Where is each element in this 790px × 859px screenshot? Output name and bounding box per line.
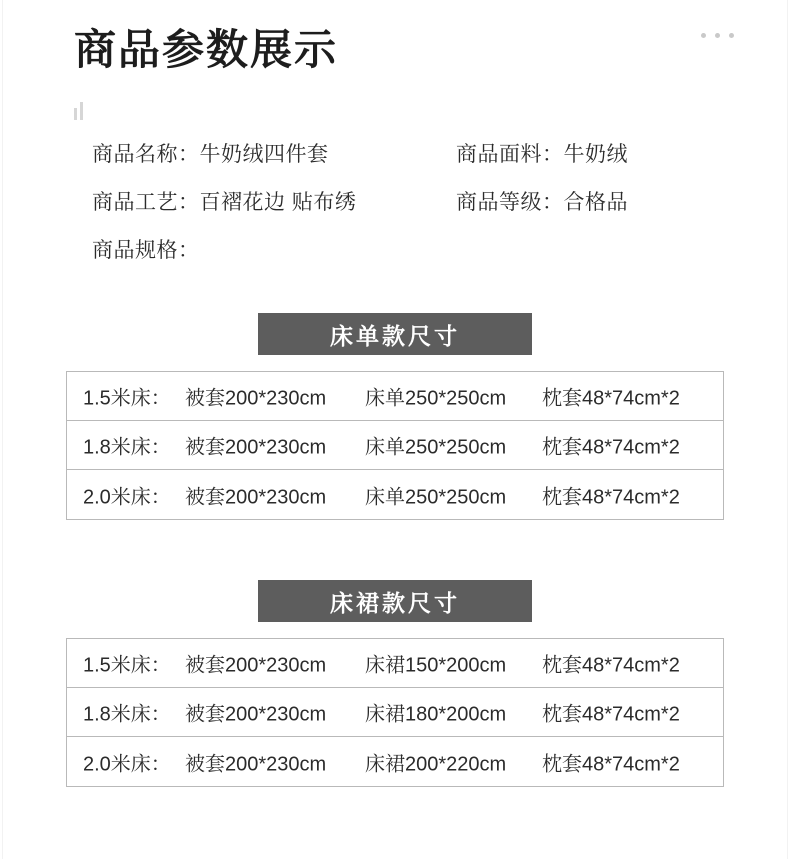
cell-pillowcase: 枕套48*74cm*2: [542, 703, 680, 726]
page-edge-line-left: [2, 0, 3, 859]
dot-2: [715, 33, 720, 38]
cell-bed-skirt: 床裙200*220cm: [365, 753, 507, 775]
page-header: [0, 0, 790, 120]
spec-table-bed-sheet: [66, 371, 724, 520]
info-product-spec: 商品规格：: [92, 239, 200, 262]
cell-quilt-cover: 被套200*230cm: [185, 436, 327, 459]
cell-pillowcase: 枕套48*74cm*2: [542, 654, 680, 677]
info-product-grade: 商品等级：合格品: [456, 191, 628, 214]
spec-table-bed-skirt: [66, 638, 724, 787]
table-row: [67, 372, 723, 421]
table-row: [67, 737, 723, 786]
info-row: [0, 186, 790, 234]
cell-bed-size: 2.0米床：: [83, 486, 171, 508]
info-row: [0, 138, 790, 186]
section-banner-bed-sheet: 床单款尺寸: [258, 313, 532, 355]
info-product-craft: 商品工艺：百褶花边 贴布绣: [92, 191, 357, 214]
cell-bed-size: 1.8米床：: [83, 436, 171, 459]
more-dots-icon: [701, 33, 734, 38]
cell-bed-size: 2.0米床：: [83, 753, 171, 775]
bar-2: [80, 102, 83, 120]
cell-pillowcase: 枕套48*74cm*2: [542, 486, 680, 508]
info-row: [0, 234, 790, 282]
cell-pillowcase: 枕套48*74cm*2: [542, 387, 680, 410]
cell-bed-size: 1.8米床：: [83, 703, 171, 726]
cell-quilt-cover: 被套200*230cm: [185, 753, 327, 775]
table-row: [67, 639, 723, 688]
cell-quilt-cover: 被套200*230cm: [185, 387, 327, 410]
cell-quilt-cover: 被套200*230cm: [185, 703, 327, 726]
cell-quilt-cover: 被套200*230cm: [185, 654, 327, 677]
cell-bed-size: 1.5米床：: [83, 654, 171, 677]
cell-quilt-cover: 被套200*230cm: [185, 486, 327, 508]
cell-pillowcase: 枕套48*74cm*2: [542, 753, 680, 775]
cell-bed-skirt: 床裙150*200cm: [365, 654, 507, 677]
cell-bed-sheet: 床单250*250cm: [365, 387, 507, 410]
info-product-name: 商品名称：牛奶绒四件套: [92, 143, 329, 166]
info-product-material: 商品面料：牛奶绒: [456, 143, 628, 166]
cell-pillowcase: 枕套48*74cm*2: [542, 436, 680, 459]
cell-bed-sheet: 床单250*250cm: [365, 436, 507, 459]
bars-decoration-icon: [74, 100, 83, 120]
table-row: [67, 470, 723, 519]
dot-1: [701, 33, 706, 38]
table-row: [67, 421, 723, 470]
cell-bed-size: 1.5米床：: [83, 387, 171, 410]
dot-3: [729, 33, 734, 38]
table-row: [67, 688, 723, 737]
page-edge-line-right: [787, 0, 788, 859]
section-banner-bed-skirt: 床裙款尺寸: [258, 580, 532, 622]
product-info-block: [0, 138, 790, 282]
bar-1: [74, 108, 77, 120]
page-title: 商品参数展示: [74, 26, 339, 73]
cell-bed-sheet: 床单250*250cm: [365, 486, 507, 508]
cell-bed-skirt: 床裙180*200cm: [365, 703, 507, 726]
